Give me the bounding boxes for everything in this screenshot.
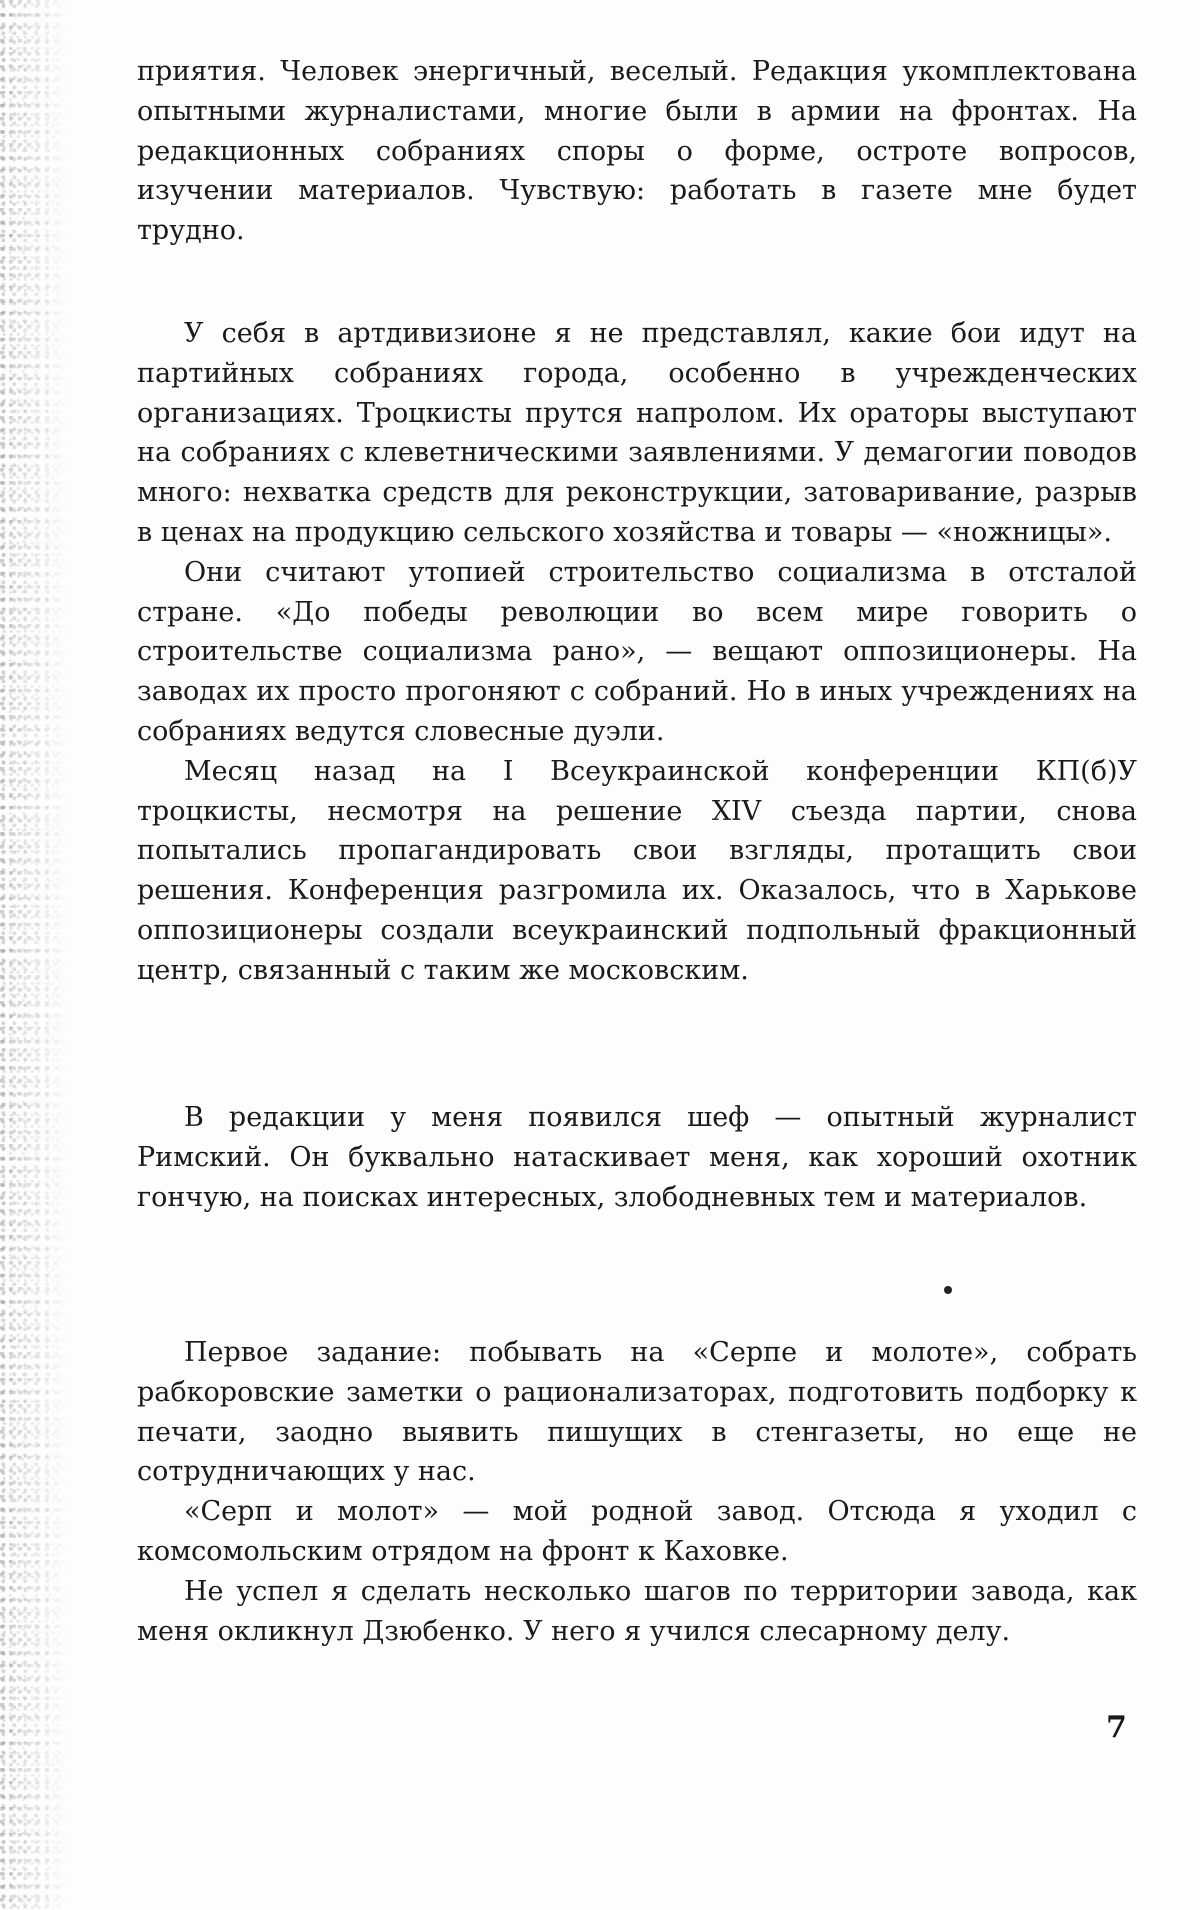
- paragraph: «Серп и молот» — мой родной завод. Отсюда я уходил с комсомольским отрядом на фронт к Каховке.: [137, 1496, 1137, 1567]
- text-block-4: [137, 1333, 1137, 1651]
- scan-edge-noise: [0, 0, 70, 1910]
- paragraph: приятия. Человек энергичный, веселый. Редакция укомплектована опытными журналистами, многие были в армии на фронтах. На редакционных собраниях споры о форме, остроте вопросов, изучении материалов. Чувствую: работать в газете мне будет трудно.: [137, 56, 1137, 247]
- paragraph: У себя в артдивизионе я не представлял, какие бои идут на партийных собраниях города, особенно в учрежденческих организациях. Троцкисты прутся напролом. Их ораторы выступают на собраниях с клеветническими заявлениями. У демагогии поводов много: нехватка средств для реконструкции, затоваривание, разрыв в ценах на продукцию сельского хозяйства и товары — «ножницы».: [137, 318, 1137, 548]
- paragraph: В редакции у меня появился шеф — опытный журналист Римский. Он буквально натаскивает меня, как хороший охотник гончую, на поисках интересных, злободневных тем и материалов.: [137, 1102, 1137, 1213]
- paragraph: Не успел я сделать несколько шагов по территории завода, как меня окликнул Дзюбенко. У него я учился слесарному делу.: [137, 1575, 1137, 1647]
- paragraph: Они считают утопией строительство социализма в отсталой стране. «До победы революции во всем мире говорить о строительстве социализма рано», — вещают оппозиционеры. На заводах их просто прогоняют с собраний. Но в иных учреждениях на собраниях ведутся словесные дуэли.: [137, 556, 1137, 747]
- paragraph: Первое задание: побывать на «Серпе и молоте», собрать рабкоровские заметки о рационализаторах, подготовить подборку к печати, заодно выявить пишущих в стенгазеты, но еще не сотрудничающих у нас.: [137, 1337, 1137, 1488]
- text-block-1: [137, 52, 1137, 251]
- text-block-2: [137, 314, 1137, 991]
- paragraph: Месяц назад на I Всеукраинской конференции КП(б)У троцкисты, несмотря на решение XIV съезда партии, снова попытались пропагандировать свои взгляды, протащить свои решения. Конференция разгромила их. Оказалось, что в Харькове оппозиционеры создали всеукраинский подпольный фракционный центр, связанный с таким же московским.: [137, 755, 1137, 986]
- ink-dot: [944, 1286, 952, 1294]
- text-block-3: [137, 1098, 1137, 1217]
- page-number: 7: [1106, 1710, 1127, 1745]
